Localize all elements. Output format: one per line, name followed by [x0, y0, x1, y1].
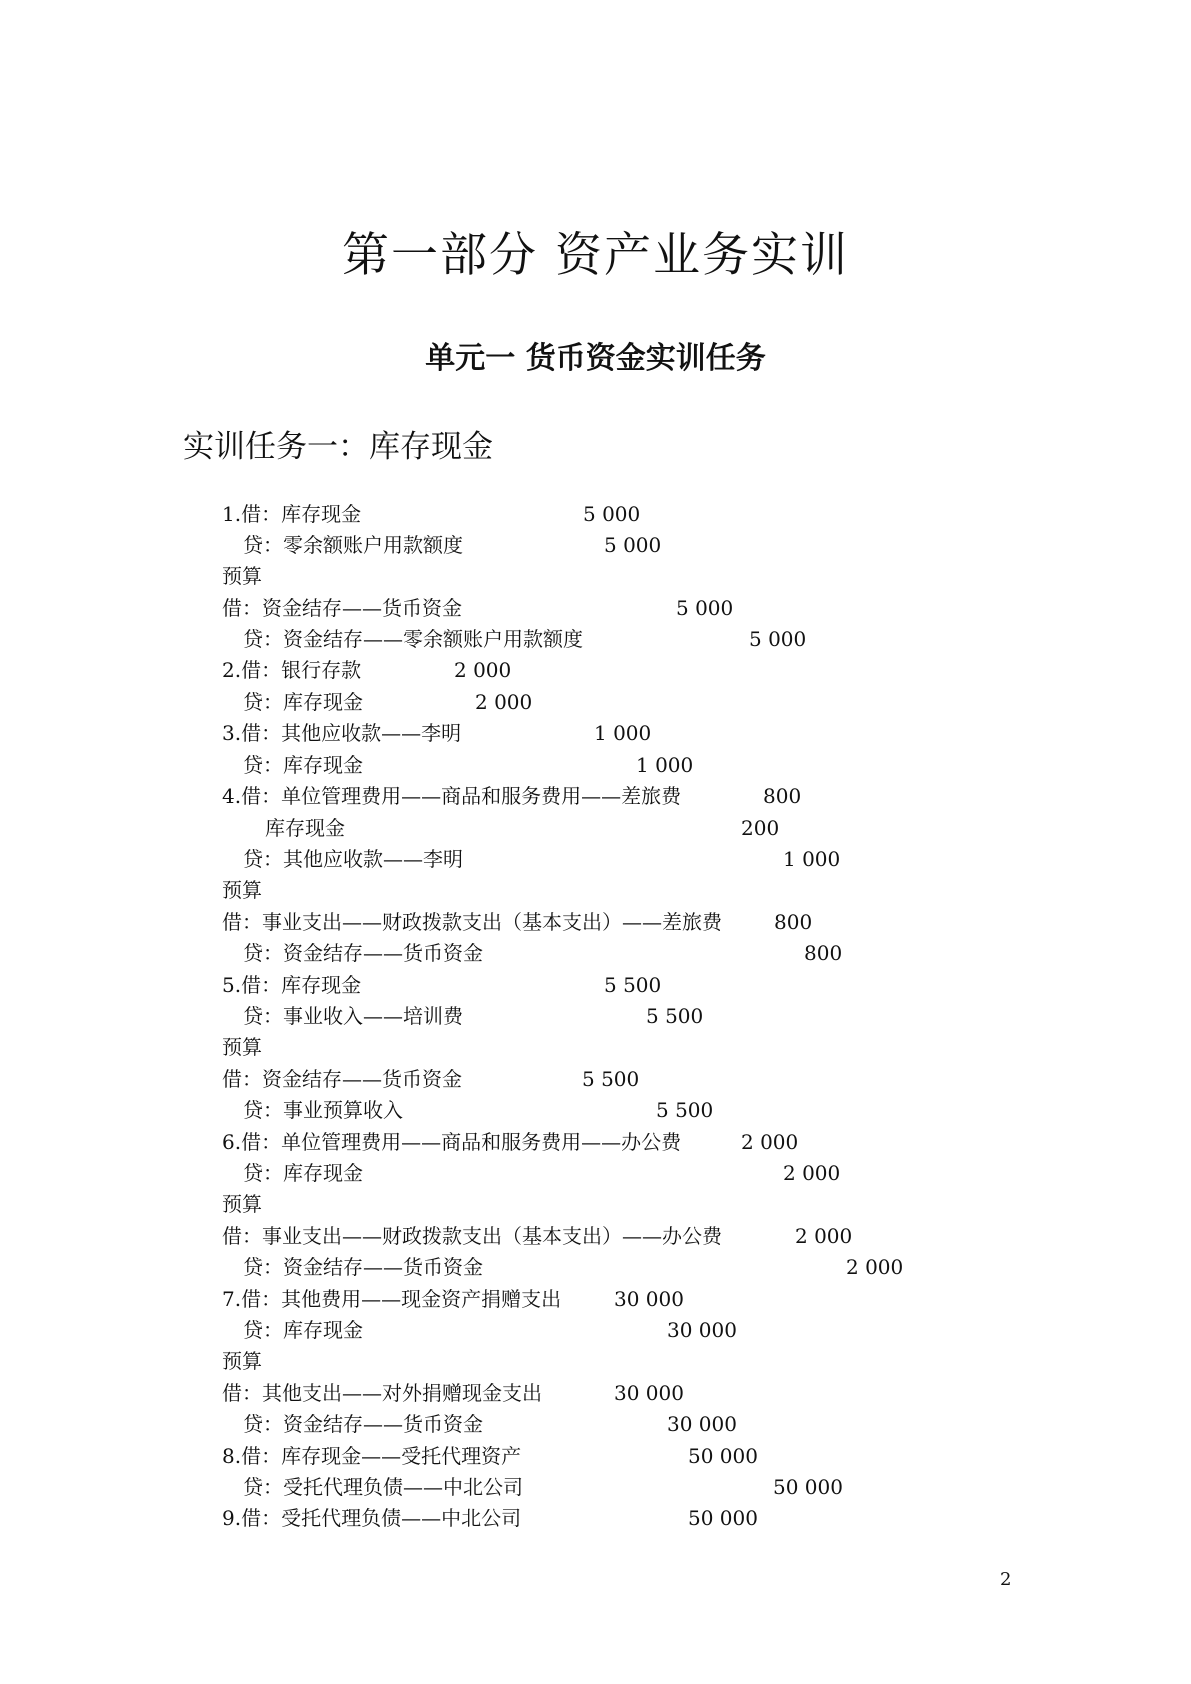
journal-line	[222, 1347, 262, 1375]
line-amount: 2 000	[783, 1161, 841, 1185]
line-text: 贷：受托代理负债——中北公司	[243, 1475, 523, 1499]
line-text: 贷：零余额账户用款额度	[243, 533, 463, 557]
line-amount: 5 500	[656, 1098, 714, 1122]
line-text: 6.借：单位管理费用——商品和服务费用——办公费	[222, 1130, 682, 1154]
journal-line	[243, 845, 841, 873]
journal-line	[222, 782, 802, 810]
line-text: 借：其他支出——对外捐赠现金支出	[222, 1381, 542, 1405]
line-amount: 2 000	[454, 658, 512, 682]
line-text: 贷：库存现金	[243, 1161, 363, 1185]
journal-line	[243, 939, 843, 967]
line-amount: 5 000	[676, 596, 734, 620]
line-amount: 50 000	[688, 1444, 758, 1468]
line-amount: 1 000	[594, 721, 652, 745]
line-amount: 5 500	[646, 1004, 704, 1028]
line-text: 8.借：库存现金——受托代理资产	[222, 1444, 522, 1468]
page-number: 2	[1000, 1569, 1012, 1590]
line-amount: 5 000	[749, 627, 807, 651]
journal-line	[243, 625, 807, 653]
line-text: 4.借：单位管理费用——商品和服务费用——差旅费	[222, 784, 682, 808]
journal-line	[243, 531, 662, 559]
line-text: 预算	[222, 564, 262, 588]
line-amount: 800	[804, 941, 843, 965]
journal-line	[243, 1473, 843, 1501]
line-text: 预算	[222, 1192, 262, 1216]
journal-line	[222, 656, 512, 684]
journal-line	[222, 1065, 640, 1093]
journal-line	[222, 1442, 758, 1470]
line-amount: 2 000	[475, 690, 533, 714]
line-text: 借：事业支出——财政拨款支出（基本支出）——差旅费	[222, 910, 722, 934]
journal-line	[222, 562, 262, 590]
line-amount: 30 000	[667, 1318, 737, 1342]
line-text: 贷：事业预算收入	[243, 1098, 403, 1122]
journal-line	[243, 1253, 904, 1281]
line-amount: 2 000	[846, 1255, 904, 1279]
line-amount: 2 000	[741, 1130, 799, 1154]
journal-line	[222, 1033, 262, 1061]
line-amount: 200	[741, 816, 780, 840]
line-text: 1.借：库存现金	[222, 502, 362, 526]
journal-line	[222, 719, 652, 747]
line-amount: 30 000	[667, 1412, 737, 1436]
line-amount: 50 000	[773, 1475, 843, 1499]
line-text: 贷：其他应收款——李明	[243, 847, 463, 871]
journal-line	[243, 688, 533, 716]
line-amount: 2 000	[795, 1224, 853, 1248]
line-amount: 30 000	[614, 1287, 684, 1311]
line-text: 贷：资金结存——货币资金	[243, 941, 483, 965]
journal-line	[222, 1504, 758, 1532]
line-text: 贷：库存现金	[243, 1318, 363, 1342]
line-text: 贷：资金结存——货币资金	[243, 1412, 483, 1436]
line-text: 贷：资金结存——货币资金	[243, 1255, 483, 1279]
line-amount: 50 000	[688, 1506, 758, 1530]
line-amount: 800	[774, 910, 813, 934]
line-amount: 5 500	[604, 973, 662, 997]
journal-line	[243, 751, 694, 779]
journal-line	[222, 594, 734, 622]
line-text: 贷：库存现金	[243, 753, 363, 777]
line-amount: 5 000	[583, 502, 641, 526]
journal-line	[243, 1002, 704, 1030]
journal-line	[243, 1096, 714, 1124]
line-amount: 1 000	[636, 753, 694, 777]
journal-line	[243, 1159, 841, 1187]
line-text: 预算	[222, 878, 262, 902]
line-amount: 800	[763, 784, 802, 808]
journal-line	[222, 971, 662, 999]
journal-line	[222, 876, 262, 904]
line-text: 9.借：受托代理负债——中北公司	[222, 1506, 522, 1530]
line-text: 借：事业支出——财政拨款支出（基本支出）——办公费	[222, 1224, 722, 1248]
line-text: 预算	[222, 1349, 262, 1373]
journal-line	[222, 1222, 853, 1250]
journal-line	[222, 500, 641, 528]
journal-line	[222, 1190, 262, 1218]
journal-line	[265, 814, 780, 842]
line-text: 借：资金结存——货币资金	[222, 596, 462, 620]
journal-line	[222, 1379, 684, 1407]
line-text: 贷：事业收入——培训费	[243, 1004, 463, 1028]
line-text: 借：资金结存——货币资金	[222, 1067, 462, 1091]
line-text: 预算	[222, 1035, 262, 1059]
journal-line	[243, 1316, 737, 1344]
journal-line	[222, 1128, 799, 1156]
journal-line	[243, 1410, 737, 1438]
task-title: 实训任务一：库存现金	[183, 429, 493, 465]
line-amount: 5 500	[582, 1067, 640, 1091]
unit-title: 单元一 货币资金实训任务	[425, 341, 766, 376]
line-text: 7.借：其他费用——现金资产捐赠支出	[222, 1287, 562, 1311]
line-text: 贷：库存现金	[243, 690, 363, 714]
journal-line	[222, 1285, 684, 1313]
line-text: 2.借：银行存款	[222, 658, 362, 682]
line-text: 5.借：库存现金	[222, 973, 362, 997]
journal-line	[222, 908, 813, 936]
part-title: 第一部分 资产业务实训	[342, 228, 849, 283]
line-text: 贷：资金结存——零余额账户用款额度	[243, 627, 583, 651]
line-amount: 1 000	[783, 847, 841, 871]
line-amount: 5 000	[604, 533, 662, 557]
line-text: 3.借：其他应收款——李明	[222, 721, 462, 745]
line-text: 库存现金	[265, 816, 345, 840]
line-amount: 30 000	[614, 1381, 684, 1405]
